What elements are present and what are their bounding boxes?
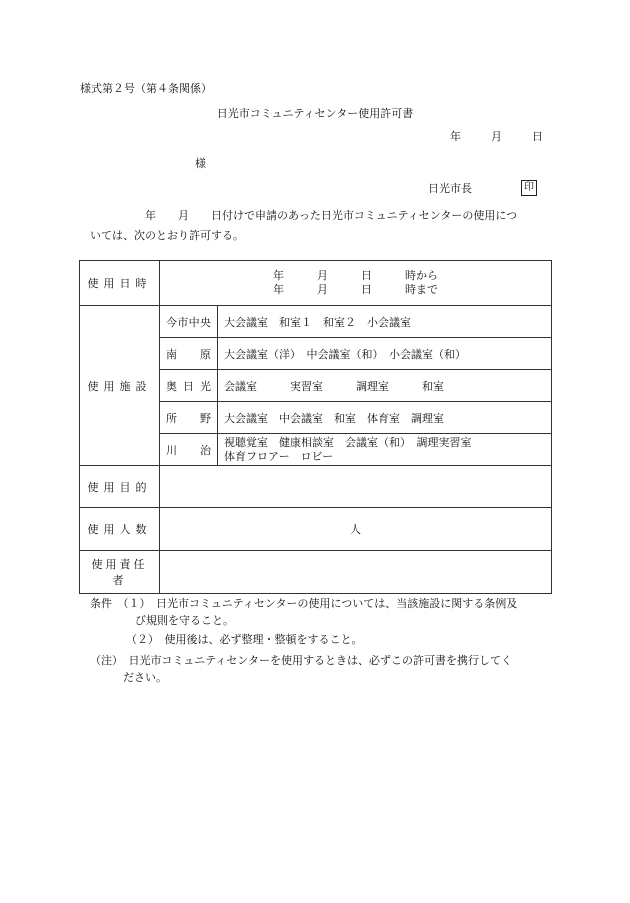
- facility-name: 所野: [160, 402, 218, 434]
- facility-name: 南原: [160, 338, 218, 370]
- facility-rooms: [218, 434, 552, 466]
- facility-rooms: 大会議室 和室１ 和室２ 小会議室: [218, 306, 552, 338]
- form-number: 様式第２号（第４条関係）: [80, 82, 212, 95]
- addressee-suffix: 様: [195, 157, 206, 170]
- datetime-from: 年 月 日 時から: [273, 269, 438, 282]
- usage-datetime-cell: [160, 261, 552, 306]
- table-row-purpose: [80, 466, 552, 508]
- date-month: 月: [491, 130, 502, 143]
- facility-name: 奥日光: [160, 370, 218, 402]
- people-unit: 人: [350, 523, 361, 536]
- usage-purpose-cell: [160, 466, 552, 508]
- label-responsible-person: 使用責任者: [80, 551, 160, 594]
- issue-date: [450, 130, 543, 144]
- facility-rooms-line-1: 視聴覚室 健康相談室 会議室（和） 調理実習室: [224, 435, 472, 449]
- responsible-person-cell: [160, 551, 552, 594]
- body-text-line-2: いては、次のとおり許可する。: [90, 229, 244, 242]
- table-row-facility: [80, 306, 552, 338]
- label-usage-facility: 使用施設: [80, 306, 160, 466]
- facility-rooms-line-2: 体育フロアー ロビー: [224, 449, 334, 463]
- condition-2: （２） 使用後は、必ず整理・整頓をすること。: [126, 633, 363, 646]
- facility-rooms: 大会議室 中会議室 和室 体育室 調理室: [218, 402, 552, 434]
- table-row-responsible: [80, 551, 552, 594]
- condition-1-cont: び規則を守ること。: [135, 614, 234, 627]
- facility-rooms: 大会議室（洋） 中会議室（和） 小会議室（和）: [218, 338, 552, 370]
- label-usage-purpose: 使用目的: [80, 466, 160, 508]
- label-usage-datetime: 使用日時: [80, 261, 160, 306]
- issuer-name: 日光市長: [428, 182, 472, 195]
- facility-name: 今市中央: [160, 306, 218, 338]
- seal-box: 印: [521, 180, 537, 196]
- date-year: 年: [450, 130, 461, 143]
- table-row-date: [80, 261, 552, 306]
- body-text-line-1: 年 月 日付けで申請のあった日光市コミュニティセンターの使用につ: [145, 209, 518, 222]
- permit-table: [79, 260, 552, 594]
- date-day: 日: [532, 130, 543, 143]
- note-line-2: ださい。: [123, 671, 167, 684]
- facility-name: 川治: [160, 434, 218, 466]
- note-line-1: （注） 日光市コミュニティセンターを使用するときは、必ずこの許可書を携行してく: [90, 654, 512, 667]
- datetime-to: 年 月 日 時まで: [273, 283, 438, 296]
- label-usage-people: 使用人数: [80, 508, 160, 551]
- table-row-people: [80, 508, 552, 551]
- facility-rooms: 会議室 実習室 調理室 和室: [218, 370, 552, 402]
- usage-people-cell: [160, 508, 552, 551]
- document-title: 日光市コミュニティセンター使用許可書: [216, 107, 414, 120]
- condition-1: 条件 （１） 日光市コミュニティセンターの使用については、当該施設に関する条例及: [90, 597, 518, 610]
